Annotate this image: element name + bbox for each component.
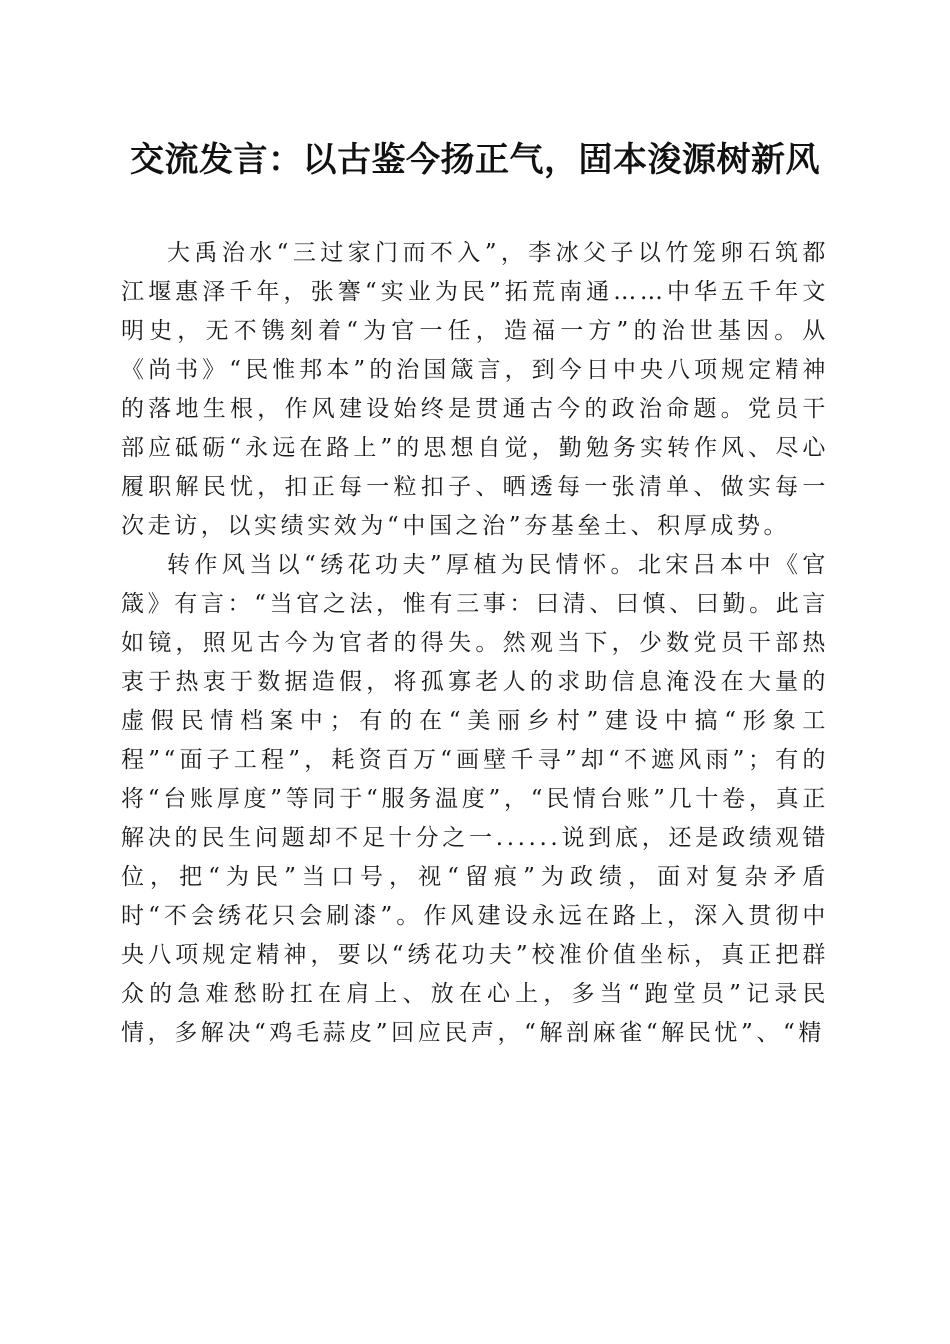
document-title: 交流发言：以古鉴今扬正气，固本浚源树新风: [130, 140, 820, 180]
document-body: [121, 234, 829, 1053]
paragraph-2: 转作风当以“绣花功夫”厚植为民情怀。北宋吕本中《官箴》有言：“当官之法，惟有三事：曰清、曰慎、曰勤。此言如镜，照见古今为官者的得失。然观当下，少数党员干部热衷于热衷于数据造假，将孤寡老人的求助信息淹没在大量的虚假民情档案中；有的在“美丽乡村”建设中搞“形象工程”“面子工程”，耗资百万“画壁千寻”却“不遮风雨”；有的将“台账厚度”等同于“服务温度”，“民情台账”几十卷，真正解决的民生问题却不足十分之一......说到底，还是政绩观错位，把“为民”当口号，视“留痕”为政绩，面对复杂矛盾时“不会绣花只会刷漆”。作风建设永远在路上，深入贯彻中央八项规定精神，要以“绣花功夫”校准价值坐标，真正把群众的急难愁盼扛在肩上、放在心上，多当“跑堂员”记录民情，多解决“鸡毛蒜皮”回应民声，“解剖麻雀“解民忧”、“精: [121, 552, 829, 1046]
paragraph-1: 大禹治水“三过家门而不入”，李冰父子以竹笼卵石筑都江堰惠泽千年，张謇“实业为民”拓荒南通……中华五千年文明史，无不镌刻着“为官一任，造福一方”的治世基因。从《尚书》“民惟邦本”的治国箴言，到今日中央八项规定精神的落地生根，作风建设始终是贯通古今的政治命题。党员干部应砥砺“永远在路上”的思想自觉，勤勉务实转作风、尽心履职解民忧，扣正每一粒扣子、晒透每一张清单、做实每一次走访，以实绩实效为“中国之治”夯基垒土、积厚成势。: [121, 240, 829, 539]
